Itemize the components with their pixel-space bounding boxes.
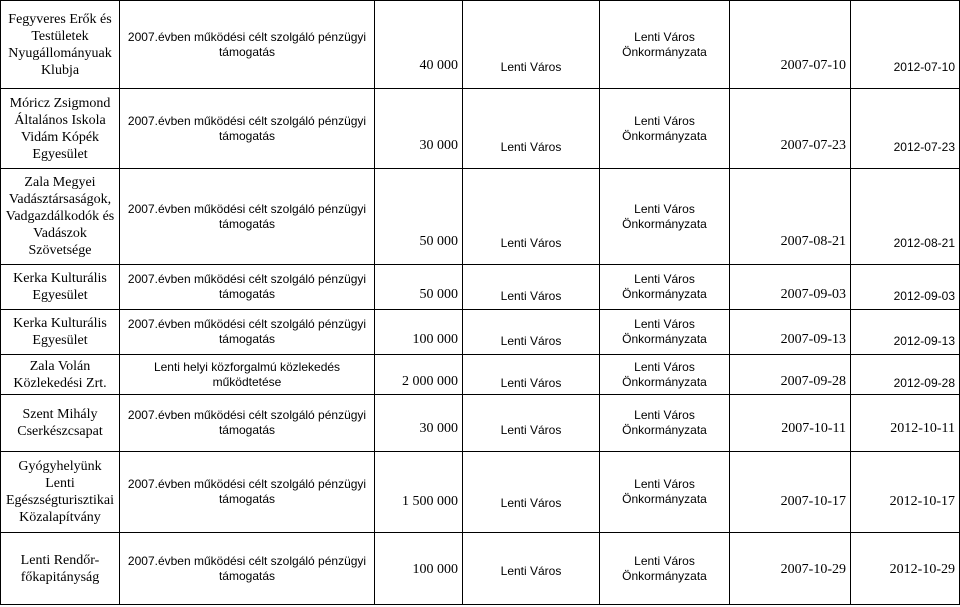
purpose-cell: 2007.évben működési célt szolgáló pénzügyi támogatás: [120, 89, 375, 169]
start-date-cell: 2007-07-10: [730, 1, 851, 89]
start-date-cell: 2007-09-03: [730, 265, 851, 310]
grantor-cell: Lenti Város: [463, 265, 600, 310]
amount-cell: 50 000: [375, 265, 463, 310]
org-cell: Zala Volán Közlekedési Zrt.: [1, 355, 120, 395]
start-date-cell: 2007-09-13: [730, 310, 851, 355]
table-row: [1, 169, 960, 265]
recipient-cell: Lenti Város Önkormányzata: [600, 89, 730, 169]
table-row: [1, 1, 960, 89]
recipient-cell: Lenti Város Önkormányzata: [600, 533, 730, 605]
org-cell: Móricz Zsigmond Általános Iskola Vidám Kópék Egyesület: [1, 89, 120, 169]
start-date-cell: 2007-08-21: [730, 169, 851, 265]
org-cell: Gyógyhelyünk Lenti Egészségturisztikai Közalapítvány: [1, 452, 120, 533]
table-row: [1, 395, 960, 452]
end-date-cell: 2012-08-21: [851, 169, 960, 265]
org-cell: Zala Megyei Vadásztársaságok, Vadgazdálkodók és Vadászok Szövetsége: [1, 169, 120, 265]
end-date-cell: 2012-10-29: [851, 533, 960, 605]
recipient-cell: Lenti Város Önkormányzata: [600, 265, 730, 310]
recipient-cell: Lenti Város Önkormányzata: [600, 395, 730, 452]
amount-cell: 100 000: [375, 533, 463, 605]
end-date-cell: 2012-10-17: [851, 452, 960, 533]
purpose-cell: 2007.évben működési célt szolgáló pénzügyi támogatás: [120, 452, 375, 533]
org-cell: Lenti Rendőr- főkapitányság: [1, 533, 120, 605]
end-date-cell: 2012-07-23: [851, 89, 960, 169]
amount-cell: 30 000: [375, 395, 463, 452]
table-row: [1, 89, 960, 169]
purpose-cell: 2007.évben működési célt szolgáló pénzügyi támogatás: [120, 1, 375, 89]
amount-cell: 40 000: [375, 1, 463, 89]
grantor-cell: Lenti Város: [463, 310, 600, 355]
grantor-cell: Lenti Város: [463, 355, 600, 395]
amount-cell: 1 500 000: [375, 452, 463, 533]
org-cell: Kerka Kulturális Egyesület: [1, 265, 120, 310]
start-date-cell: 2007-07-23: [730, 89, 851, 169]
end-date-cell: 2012-09-13: [851, 310, 960, 355]
recipient-cell: Lenti Város Önkormányzata: [600, 169, 730, 265]
end-date-cell: 2012-07-10: [851, 1, 960, 89]
end-date-cell: 2012-09-03: [851, 265, 960, 310]
start-date-cell: 2007-10-17: [730, 452, 851, 533]
grantor-cell: Lenti Város: [463, 89, 600, 169]
table-row: [1, 265, 960, 310]
purpose-cell: Lenti helyi közforgalmú közlekedés működtetése: [120, 355, 375, 395]
start-date-cell: 2007-10-29: [730, 533, 851, 605]
purpose-cell: 2007.évben működési célt szolgáló pénzügyi támogatás: [120, 395, 375, 452]
grantor-cell: Lenti Város: [463, 1, 600, 89]
start-date-cell: 2007-10-11: [730, 395, 851, 452]
table-row: [1, 355, 960, 395]
recipient-cell: Lenti Város Önkormányzata: [600, 452, 730, 533]
grantor-cell: Lenti Város: [463, 395, 600, 452]
end-date-cell: 2012-09-28: [851, 355, 960, 395]
amount-cell: 30 000: [375, 89, 463, 169]
purpose-cell: 2007.évben működési célt szolgáló pénzügyi támogatás: [120, 265, 375, 310]
recipient-cell: Lenti Város Önkormányzata: [600, 310, 730, 355]
purpose-cell: 2007.évben működési célt szolgáló pénzügyi támogatás: [120, 169, 375, 265]
recipient-cell: Lenti Város Önkormányzata: [600, 1, 730, 89]
table-row: [1, 533, 960, 605]
grantor-cell: Lenti Város: [463, 169, 600, 265]
org-cell: Fegyveres Erők és Testületek Nyugállományuak Klubja: [1, 1, 120, 89]
amount-cell: 2 000 000: [375, 355, 463, 395]
purpose-cell: 2007.évben működési célt szolgáló pénzügyi támogatás: [120, 310, 375, 355]
amount-cell: 100 000: [375, 310, 463, 355]
grantor-cell: Lenti Város: [463, 452, 600, 533]
org-cell: Kerka Kulturális Egyesület: [1, 310, 120, 355]
org-cell: Szent Mihály Cserkészcsapat: [1, 395, 120, 452]
amount-cell: 50 000: [375, 169, 463, 265]
grantor-cell: Lenti Város: [463, 533, 600, 605]
table-row: [1, 310, 960, 355]
end-date-cell: 2012-10-11: [851, 395, 960, 452]
table-row: [1, 452, 960, 533]
start-date-cell: 2007-09-28: [730, 355, 851, 395]
recipient-cell: Lenti Város Önkormányzata: [600, 355, 730, 395]
purpose-cell: 2007.évben működési célt szolgáló pénzügyi támogatás: [120, 533, 375, 605]
